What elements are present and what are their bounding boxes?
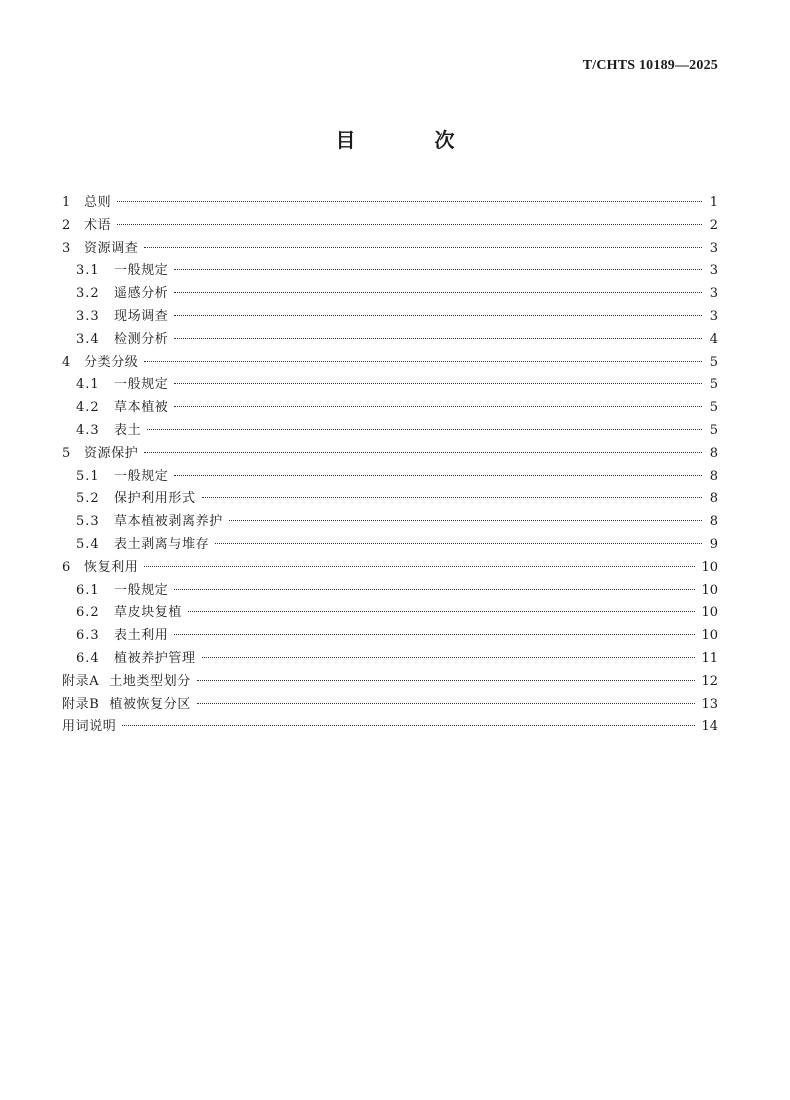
toc-entry-label: 资源保护 (84, 445, 139, 461)
toc-entry-label: 用词说明 (62, 719, 117, 735)
toc-entry-page-number: 8 (709, 491, 718, 507)
toc-leader-dots (117, 224, 702, 225)
toc-entry-page-number: 10 (701, 628, 718, 644)
toc-leader-dots (174, 406, 702, 407)
toc-entry-page-number: 3 (709, 286, 718, 302)
toc-entry-label: 草本植被剥离养护 (114, 514, 223, 530)
toc-entry[interactable] (62, 260, 718, 283)
toc-entry-number: 5 (62, 445, 72, 461)
toc-leader-dots (174, 269, 702, 270)
toc-entry-number: 附录B (62, 696, 100, 712)
toc-entry-label: 草皮块复植 (114, 605, 183, 621)
toc-entry[interactable] (62, 283, 718, 306)
toc-entry[interactable] (62, 443, 718, 466)
toc-entry-label: 术语 (84, 217, 112, 233)
toc-entry[interactable] (62, 625, 718, 648)
toc-entry-page-number: 5 (709, 354, 718, 370)
toc-entry-page-number: 2 (709, 217, 718, 233)
toc-entry-label: 植被养护管理 (114, 650, 196, 666)
toc-leader-dots (197, 703, 695, 704)
toc-entry-number: 5.4 (76, 536, 100, 552)
toc-entry-label: 现场调查 (114, 308, 169, 324)
toc-entry-number: 4.1 (76, 377, 100, 393)
toc-entry-label: 表土剥离与堆存 (114, 536, 210, 552)
toc-entry-page-number: 8 (709, 445, 718, 461)
toc-leader-dots (144, 452, 702, 453)
toc-entry-number: 2 (62, 217, 72, 233)
toc-entry-number: 5.3 (76, 514, 100, 530)
toc-entry-number: 3.4 (76, 331, 100, 347)
toc-entry-number: 4.2 (76, 400, 100, 416)
toc-leader-dots (188, 611, 695, 612)
toc-entry-label: 遥感分析 (114, 286, 169, 302)
toc-entry-label: 检测分析 (114, 331, 169, 347)
toc-entry-page-number: 3 (709, 263, 718, 279)
toc-entry-page-number: 5 (709, 422, 718, 438)
document-code: T/CHTS 10189—2025 (582, 58, 718, 73)
toc-entry[interactable] (62, 215, 718, 238)
toc-entry[interactable] (62, 511, 718, 534)
toc-entry-page-number: 11 (701, 650, 718, 666)
toc-entry[interactable] (62, 374, 718, 397)
toc-entry-page-number: 1 (709, 195, 718, 210)
toc-leader-dots (144, 247, 702, 248)
toc-leader-dots (147, 429, 702, 430)
toc-entry[interactable] (62, 694, 718, 717)
toc-entry-number: 5.2 (76, 491, 100, 507)
toc-entry[interactable] (62, 671, 718, 694)
toc-entry-page-number: 5 (709, 377, 718, 393)
toc-entry-number: 附录A (62, 673, 100, 689)
toc-entry[interactable] (62, 557, 718, 580)
toc-entry-label: 分类分级 (84, 354, 139, 370)
toc-entry-label: 一般规定 (114, 582, 169, 598)
toc-entry-page-number: 10 (701, 559, 718, 575)
toc-entry[interactable] (62, 466, 718, 489)
toc-leader-dots (174, 338, 702, 339)
toc-entry-page-number: 5 (709, 400, 718, 416)
toc-title: 目 次 (335, 128, 491, 152)
toc-leader-dots (229, 520, 702, 521)
toc-entry[interactable] (62, 352, 718, 375)
toc-leader-dots (197, 680, 696, 681)
toc-entry-label: 表土 (114, 422, 142, 438)
toc-entry-number: 1 (62, 195, 72, 210)
toc-entry[interactable] (62, 306, 718, 329)
toc-entry-label: 资源调查 (84, 240, 139, 256)
toc-entry-page-number: 8 (709, 514, 718, 530)
toc-leader-dots (215, 543, 702, 544)
toc-leader-dots (117, 201, 702, 202)
toc-entry-page-number: 10 (701, 582, 718, 598)
toc-leader-dots (144, 566, 695, 567)
toc-entry-label: 恢复利用 (84, 559, 139, 575)
toc-entry[interactable] (62, 397, 718, 420)
toc-entry[interactable] (62, 602, 718, 625)
toc-entry[interactable] (62, 329, 718, 352)
toc-entry-number: 6.1 (76, 582, 100, 598)
toc-entry-page-number: 4 (709, 331, 718, 347)
toc-entry[interactable] (62, 716, 718, 739)
toc-entry-number: 3.1 (76, 263, 100, 279)
toc-leader-dots (202, 497, 702, 498)
toc-entry-number: 3.2 (76, 286, 100, 302)
toc-entry-number: 6.3 (76, 628, 100, 644)
toc-leader-dots (174, 292, 702, 293)
toc-entry-page-number: 3 (709, 240, 718, 256)
toc-entry-number: 6.4 (76, 650, 100, 666)
toc-entry-page-number: 9 (709, 536, 718, 552)
toc-entry-page-number: 14 (701, 719, 718, 735)
toc-entry-page-number: 12 (701, 673, 718, 689)
toc-leader-dots (202, 657, 696, 658)
toc-entry[interactable] (62, 420, 718, 443)
toc-entry-number: 5.1 (76, 468, 100, 484)
toc-entry[interactable] (62, 238, 718, 261)
toc-entry-number: 3 (62, 240, 72, 256)
toc-entry-page-number: 8 (709, 468, 718, 484)
toc-leader-dots (122, 725, 695, 726)
toc-entry-label: 表土利用 (114, 628, 169, 644)
toc-entry-page-number: 3 (709, 308, 718, 324)
toc-entry-page-number: 13 (701, 696, 718, 712)
toc-entry-number: 4.3 (76, 422, 100, 438)
toc-leader-dots (174, 589, 695, 590)
toc-entry-label: 一般规定 (114, 468, 169, 484)
toc-entry[interactable] (62, 580, 718, 603)
toc-entry-label: 草本植被 (114, 400, 169, 416)
toc-entry-number: 6.2 (76, 605, 100, 621)
toc-entry-label: 一般规定 (114, 263, 169, 279)
toc-leader-dots (144, 361, 702, 362)
toc-entry-number: 4 (62, 354, 72, 370)
toc-entry-label: 植被恢复分区 (109, 696, 191, 712)
toc-entry-label: 保护利用形式 (114, 491, 196, 507)
toc-entry[interactable] (62, 488, 718, 511)
toc-entry[interactable] (62, 534, 718, 557)
toc-entry-label: 一般规定 (114, 377, 169, 393)
toc-leader-dots (174, 475, 702, 476)
toc-entry[interactable] (62, 648, 718, 671)
toc-entry-page-number: 10 (701, 605, 718, 621)
toc-leader-dots (174, 634, 695, 635)
toc-entry-number: 6 (62, 559, 72, 575)
toc-entry-label: 土地类型划分 (109, 673, 191, 689)
toc-entry-label: 总则 (84, 195, 112, 210)
toc-leader-dots (174, 383, 702, 384)
table-of-contents (62, 192, 718, 739)
toc-entry-number: 3.3 (76, 308, 100, 324)
toc-entry[interactable] (62, 192, 718, 215)
toc-leader-dots (174, 315, 702, 316)
